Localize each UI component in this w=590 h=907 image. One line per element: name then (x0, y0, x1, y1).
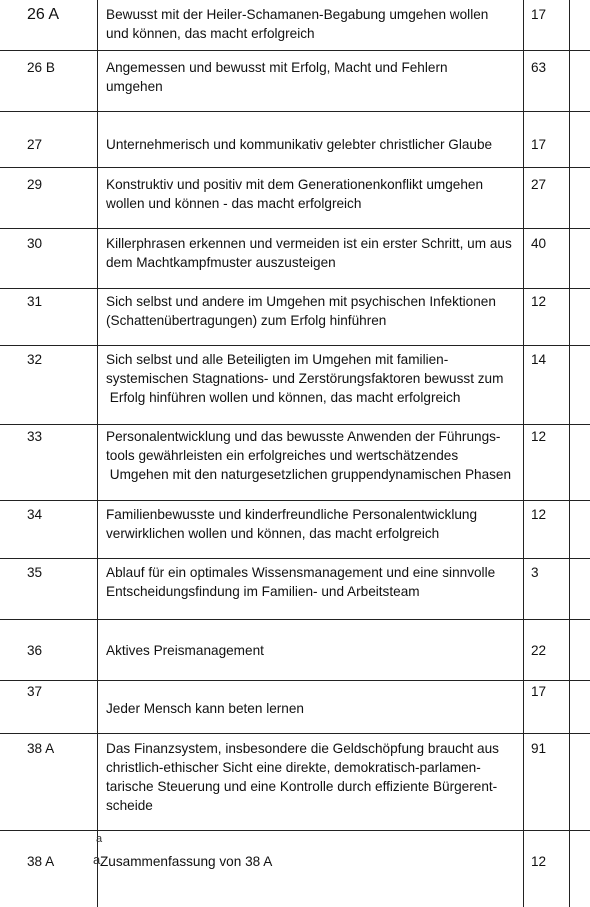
row-number: 35 (27, 565, 43, 580)
row-number: 34 (27, 507, 43, 522)
stray-mark: a (96, 833, 103, 845)
row-value: 12 (531, 294, 547, 309)
row-divider (0, 619, 590, 620)
row-title: Personalentwicklung und das bewusste Anwenden der Führungs- tools gewährleisten ein erfolgreiches und wertschätzendes Umgehen mit den naturgesetzlichen gruppendynamischen Phasen (106, 429, 512, 482)
row-number: 33 (27, 429, 43, 444)
row-number: 38 A (27, 741, 55, 756)
column-divider (569, 0, 570, 907)
row-title: Jeder Mensch kann beten lernen (106, 701, 304, 716)
row-title: Konstruktiv und positiv mit dem Generationenkonflikt umgehen wollen und können - das macht erfolgreich (106, 177, 484, 211)
row-number: 26 B (27, 60, 55, 75)
row-divider (0, 733, 590, 734)
row-value: 17 (531, 137, 547, 152)
row-value: 3 (531, 565, 539, 580)
row-value: 12 (531, 507, 547, 522)
row-value: 17 (531, 7, 547, 22)
row-number: 36 (27, 643, 43, 658)
row-divider (0, 680, 590, 681)
row-number: 31 (27, 294, 43, 309)
row-title: Aktives Preismanagement (106, 643, 264, 658)
row-divider (0, 111, 590, 112)
row-number: 37 (27, 684, 43, 699)
row-number: 26 A (27, 6, 60, 23)
row-title: Sich selbst und alle Beteiligten im Umgehen mit familien- systemischen Stagnations- und Zerstörungsfaktoren bewusst zum Erfolg hinführen wollen und können, das macht erfolgreich (106, 352, 504, 405)
stray-mark: a (93, 852, 101, 867)
row-title: Unternehmerisch und kommunikativ gelebter christlicher Glaube (106, 137, 493, 152)
row-divider (0, 830, 590, 831)
row-number: 32 (27, 352, 43, 367)
row-divider (0, 345, 590, 346)
row-divider (0, 167, 590, 168)
row-value: 27 (531, 177, 547, 192)
column-divider (97, 0, 98, 907)
row-divider (0, 558, 590, 559)
row-value: 12 (531, 854, 547, 869)
row-divider (0, 424, 590, 425)
row-divider (0, 50, 590, 51)
row-number: 29 (27, 177, 43, 192)
row-value: 22 (531, 643, 547, 658)
row-title: Killerphrasen erkennen und vermeiden ist ein erster Schritt, um aus dem Machtkampfmuster auszusteigen (106, 236, 512, 270)
row-title: Angemessen und bewusst mit Erfolg, Macht und Fehlern umgehen (106, 60, 448, 94)
row-number: 30 (27, 236, 43, 251)
row-value: 63 (531, 60, 547, 75)
row-divider (0, 228, 590, 229)
row-divider (0, 500, 590, 501)
row-number: 38 A (27, 854, 55, 869)
row-value: 14 (531, 352, 547, 367)
row-value: 17 (531, 684, 547, 699)
row-value: 12 (531, 429, 547, 444)
row-title: Sich selbst und andere im Umgehen mit psychischen Infektionen (Schattenübertragungen) zum Erfolg hinführen (106, 294, 496, 328)
row-title: Das Finanzsystem, insbesondere die Geldschöpfung braucht aus christlich-ethischer Sicht eine direkte, demokratisch-parlamen- tarische Steuerung und eine Kontrolle durch effiziente Bürgerent- scheide (106, 741, 499, 813)
row-title: Bewusst mit der Heiler-Schamanen-Begabung umgehen wollen und können, das macht erfolgreich (106, 7, 489, 41)
row-value: 40 (531, 236, 547, 251)
row-title: Familienbewusste und kinderfreundliche Personalentwicklung verwirklichen wollen und können, das macht erfolgreich (106, 507, 478, 541)
row-title: Zusammenfassung von 38 A (100, 854, 273, 869)
row-divider (0, 288, 590, 289)
row-number: 27 (27, 137, 43, 152)
row-title: Ablauf für ein optimales Wissensmanagement und eine sinnvolle Entscheidungsfindung im Familien- und Arbeitsteam (106, 565, 496, 599)
row-value: 91 (531, 741, 547, 756)
